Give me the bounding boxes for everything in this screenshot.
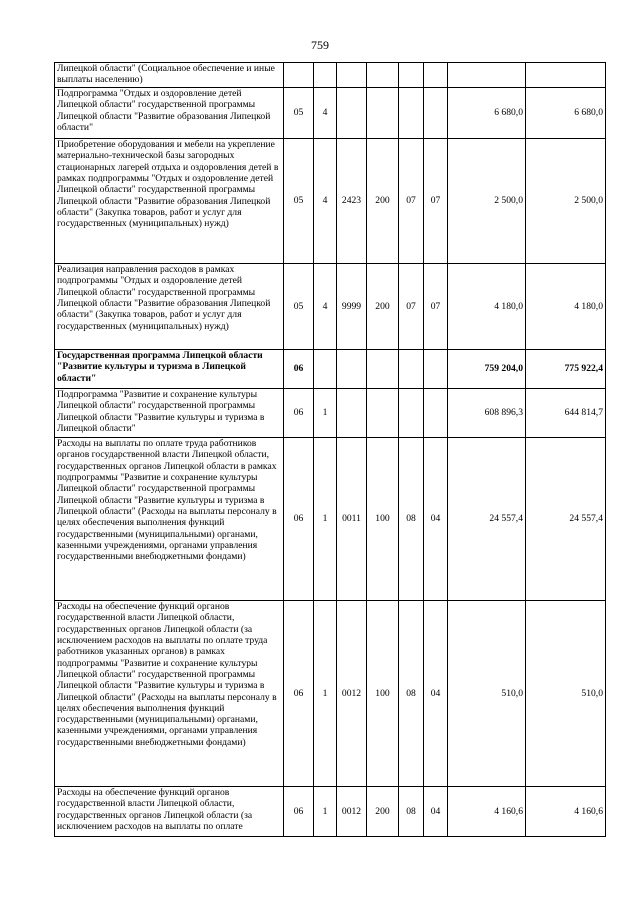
expense-type-code	[367, 88, 399, 139]
subprogram-code	[314, 350, 337, 389]
row-name: Приобретение оборудования и мебели на укрепление материально-технической базы загородных стационарных лагерей отдыха и оздоровления детей в рамках подпрограммы "Отдых и оздоровление детей Липецкой области" государственной программы Липецкой области "Развитие образования Липецкой области" (Закупка товаров, работ и услуг для государственных (муниципальных) нужд)	[55, 139, 284, 264]
direction-code	[337, 88, 367, 139]
amount-year-2: 4 160,6	[526, 787, 606, 837]
amount-year-1: 510,0	[448, 601, 526, 787]
section-code: 07	[399, 264, 424, 350]
table-row	[55, 438, 606, 601]
subsection-code: 04	[424, 601, 448, 787]
direction-code	[337, 389, 367, 438]
subprogram-code: 1	[314, 787, 337, 837]
amount-year-2: 2 500,0	[526, 139, 606, 264]
subprogram-code: 1	[314, 601, 337, 787]
subprogram-code: 4	[314, 264, 337, 350]
program-code: 06	[284, 389, 314, 438]
amount-year-2: 644 814,7	[526, 389, 606, 438]
section-code: 08	[399, 438, 424, 601]
table-row	[55, 389, 606, 438]
amount-year-1: 4 160,6	[448, 787, 526, 837]
amount-year-2: 775 922,4	[526, 350, 606, 389]
row-name: Подпрограмма "Развитие и сохранение культуры Липецкой области" государственной программы Липецкой области "Развитие культуры и туризма в Липецкой области"	[55, 389, 284, 438]
section-code	[399, 63, 424, 88]
table-row	[55, 601, 606, 787]
program-code: 06	[284, 601, 314, 787]
expense-type-code	[367, 350, 399, 389]
direction-code: 0012	[337, 601, 367, 787]
program-code: 05	[284, 88, 314, 139]
table-row	[55, 787, 606, 837]
row-name: Подпрограмма "Отдых и оздоровление детей Липецкой области" государственной программы Липецкой области "Развитие образования Липецкой области"	[55, 88, 284, 139]
amount-year-2: 6 680,0	[526, 88, 606, 139]
subprogram-code: 4	[314, 139, 337, 264]
section-code: 07	[399, 139, 424, 264]
subsection-code	[424, 63, 448, 88]
subsection-code: 04	[424, 438, 448, 601]
section-code	[399, 389, 424, 438]
budget-table	[54, 62, 606, 837]
row-name: Липецкой области" (Социальное обеспечение и иные выплаты населению)	[55, 63, 284, 88]
expense-type-code: 100	[367, 438, 399, 601]
table-row	[55, 264, 606, 350]
subsection-code	[424, 350, 448, 389]
amount-year-1: 6 680,0	[448, 88, 526, 139]
section-code: 08	[399, 787, 424, 837]
section-code	[399, 350, 424, 389]
subprogram-code: 4	[314, 88, 337, 139]
table-row	[55, 350, 606, 389]
subsection-code: 07	[424, 139, 448, 264]
expense-type-code: 200	[367, 264, 399, 350]
expense-type-code: 200	[367, 787, 399, 837]
subprogram-code: 1	[314, 438, 337, 601]
amount-year-1: 2 500,0	[448, 139, 526, 264]
row-name: Расходы на выплаты по оплате труда работников органов государственной власти Липецкой области, государственных органов Липецкой области в рамках подпрограммы "Развитие и сохранение культуры Липецкой области" государственной программы Липецкой области "Развитие культуры и туризма в Липецкой области" (Расходы на выплаты персоналу в целях обеспечения выполнения функций государственными (муниципальными) органами, казенными учреждениями, органами управления государственными внебюджетными фондами)	[55, 438, 284, 601]
direction-code	[337, 350, 367, 389]
subsection-code	[424, 389, 448, 438]
program-code: 06	[284, 438, 314, 601]
subprogram-code: 1	[314, 389, 337, 438]
amount-year-1	[448, 63, 526, 88]
row-name: Реализация направления расходов в рамках подпрограммы "Отдых и оздоровление детей Липецкой области" государственной программы Липецкой области "Развитие образования Липецкой области" (Закупка товаров, работ и услуг для государственных (муниципальных) нужд)	[55, 264, 284, 350]
program-code: 06	[284, 350, 314, 389]
table-row	[55, 88, 606, 139]
direction-code: 0012	[337, 787, 367, 837]
page-number: 759	[311, 38, 329, 52]
direction-code: 2423	[337, 139, 367, 264]
direction-code	[337, 63, 367, 88]
row-name: Расходы на обеспечение функций органов государственной власти Липецкой области, государственных органов Липецкой области (за исключением расходов на выплаты по оплате	[55, 787, 284, 837]
amount-year-2: 4 180,0	[526, 264, 606, 350]
amount-year-1: 24 557,4	[448, 438, 526, 601]
expense-type-code: 200	[367, 139, 399, 264]
subprogram-code	[314, 63, 337, 88]
amount-year-1: 4 180,0	[448, 264, 526, 350]
section-code	[399, 88, 424, 139]
expense-type-code	[367, 389, 399, 438]
program-code: 06	[284, 787, 314, 837]
program-code: 05	[284, 139, 314, 264]
subsection-code: 07	[424, 264, 448, 350]
program-code	[284, 63, 314, 88]
table-row	[55, 139, 606, 264]
expense-type-code: 100	[367, 601, 399, 787]
expense-type-code	[367, 63, 399, 88]
subsection-code	[424, 88, 448, 139]
row-name: Государственная программа Липецкой области "Развитие культуры и туризма в Липецкой области"	[55, 350, 284, 389]
amount-year-2: 24 557,4	[526, 438, 606, 601]
program-code: 05	[284, 264, 314, 350]
table-row	[55, 63, 606, 88]
amount-year-2	[526, 63, 606, 88]
row-name: Расходы на обеспечение функций органов государственной власти Липецкой области, государственных органов Липецкой области (за исключением расходов на выплаты по оплате труда работников указанных органов) в рамках подпрограммы "Развитие и сохранение культуры Липецкой области" государственной программы Липецкой области "Развитие культуры и туризма в Липецкой области" (Расходы на выплаты персоналу в целях обеспечения выполнения функций государственными (муниципальными) органами, казенными учреждениями, органами управления государственными внебюджетными фондами)	[55, 601, 284, 787]
direction-code: 9999	[337, 264, 367, 350]
amount-year-2: 510,0	[526, 601, 606, 787]
amount-year-1: 608 896,3	[448, 389, 526, 438]
direction-code: 0011	[337, 438, 367, 601]
section-code: 08	[399, 601, 424, 787]
amount-year-1: 759 204,0	[448, 350, 526, 389]
subsection-code: 04	[424, 787, 448, 837]
